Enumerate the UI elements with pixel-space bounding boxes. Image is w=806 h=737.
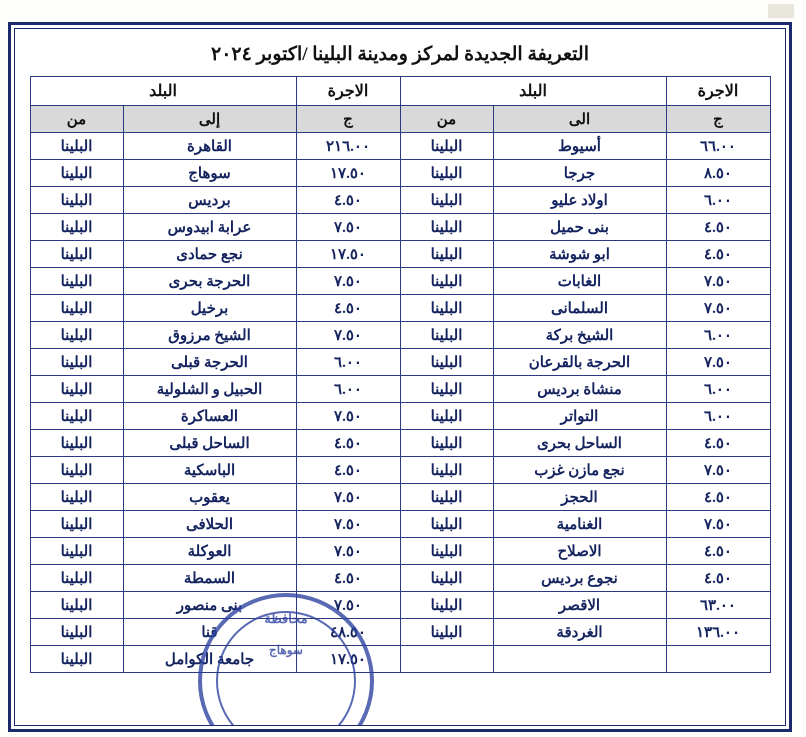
cell-destination-left: الغنامية [493,511,666,538]
cell-fare-left: ٦.٠٠ [666,187,770,214]
cell-destination-right: الشيخ مرزوق [123,322,296,349]
cell-destination-right: قنا [123,619,296,646]
cell-destination-right: العساكرة [123,403,296,430]
cell-destination-right: جامعة الكوامل [123,646,296,673]
cell-fare-left: ٦.٠٠ [666,322,770,349]
cell-origin-left: البلينا [400,349,493,376]
cell-fare-right: ٤.٥٠ [296,187,400,214]
table-row [30,430,770,457]
cell-destination-left: بنى حميل [493,214,666,241]
cell-origin-right: البلينا [30,187,123,214]
cell-destination-right: العوكلة [123,538,296,565]
page-title: التعريفة الجديدة لمركز ومدينة البلينا /اكتوبر ٢٠٢٤ [211,44,589,65]
table-row [30,268,770,295]
header-place-left: البلد [400,77,666,106]
cell-fare-left: ٤.٥٠ [666,214,770,241]
table-row [30,538,770,565]
subheader-currency-right: ج [296,106,400,133]
table-row [30,592,770,619]
cell-destination-right: الحرجة قبلى [123,349,296,376]
cell-origin-left: البلينا [400,268,493,295]
cell-fare-left [666,646,770,673]
cell-destination-right: الحلافى [123,511,296,538]
table-row [30,160,770,187]
fare-table [30,76,771,673]
cell-fare-left: ٧.٥٠ [666,511,770,538]
cell-destination-right: القاهرة [123,133,296,160]
table-row [30,511,770,538]
cell-destination-left: الاقصر [493,592,666,619]
cell-destination-left: نجع مازن غزب [493,457,666,484]
cell-fare-left: ٧.٥٠ [666,295,770,322]
cell-destination-left: الحرجة بالقرعان [493,349,666,376]
table-row [30,619,770,646]
table-row [30,349,770,376]
cell-origin-left: البلينا [400,484,493,511]
header-fare-left: الاجرة [666,77,770,106]
table-row [30,646,770,673]
cell-origin-right: البلينا [30,214,123,241]
cell-origin-right: البلينا [30,133,123,160]
header-fare-right: الاجرة [296,77,400,106]
cell-origin-left: البلينا [400,187,493,214]
cell-destination-right: عرابة ابيدوس [123,214,296,241]
cell-fare-right: ٤.٥٠ [296,565,400,592]
cell-origin-left: البلينا [400,565,493,592]
cell-destination-left [493,646,666,673]
cell-fare-right: ٧.٥٠ [296,592,400,619]
cell-origin-right: البلينا [30,457,123,484]
cell-fare-right: ١٧.٥٠ [296,160,400,187]
table-row [30,403,770,430]
cell-destination-right: الحبيل و الشلولية [123,376,296,403]
cell-origin-right: البلينا [30,322,123,349]
cell-destination-left: الحجز [493,484,666,511]
table-row [30,457,770,484]
cell-fare-left: ٧.٥٠ [666,457,770,484]
cell-origin-left: البلينا [400,592,493,619]
cell-fare-left: ٤.٥٠ [666,241,770,268]
cell-destination-left: السلمانى [493,295,666,322]
cell-fare-left: ٧.٥٠ [666,268,770,295]
cell-destination-left: جرجا [493,160,666,187]
cell-origin-right: البلينا [30,268,123,295]
table-row [30,187,770,214]
cell-fare-left: ٤.٥٠ [666,538,770,565]
cell-origin-right: البلينا [30,403,123,430]
cell-destination-right: الساحل قبلى [123,430,296,457]
cell-origin-right: البلينا [30,160,123,187]
cell-destination-right: نجع حمادى [123,241,296,268]
cell-origin-left: البلينا [400,430,493,457]
cell-origin-right: البلينا [30,376,123,403]
cell-fare-left: ١٣٦.٠٠ [666,619,770,646]
cell-fare-left: ٤.٥٠ [666,430,770,457]
cell-fare-right: ١٧.٥٠ [296,646,400,673]
cell-destination-left: أسيوط [493,133,666,160]
header-place-right: البلد [30,77,296,106]
cell-fare-right: ٤.٥٠ [296,430,400,457]
cell-origin-left: البلينا [400,322,493,349]
cell-fare-left: ٦٣.٠٠ [666,592,770,619]
cell-origin-left: البلينا [400,376,493,403]
cell-origin-left: البلينا [400,619,493,646]
cell-origin-left: البلينا [400,403,493,430]
cell-destination-left: اولاد عليو [493,187,666,214]
cell-origin-left: البلينا [400,133,493,160]
cell-destination-left: الاصلاح [493,538,666,565]
cell-fare-right: ٧.٥٠ [296,538,400,565]
cell-fare-left: ٦.٠٠ [666,376,770,403]
cell-fare-right: ٤.٥٠ [296,295,400,322]
stamp-text-line1: محافظة [264,611,308,626]
cell-origin-left: البلينا [400,511,493,538]
cell-origin-right: البلينا [30,241,123,268]
cell-fare-right: ٢١٦.٠٠ [296,133,400,160]
cell-destination-right: برديس [123,187,296,214]
cell-destination-right: السمطة [123,565,296,592]
table-row [30,241,770,268]
subheader-currency-left: ج [666,106,770,133]
cell-fare-left: ٧.٥٠ [666,349,770,376]
cell-origin-right: البلينا [30,538,123,565]
cell-fare-left: ٨.٥٠ [666,160,770,187]
cell-fare-right: ٦.٠٠ [296,349,400,376]
cell-destination-left: الغردقة [493,619,666,646]
cell-origin-left: البلينا [400,214,493,241]
subheader-from-left: من [400,106,493,133]
cell-fare-right: ٧.٥٠ [296,511,400,538]
cell-fare-right: ٧.٥٠ [296,214,400,241]
cell-origin-left: البلينا [400,241,493,268]
cell-origin-right: البلينا [30,295,123,322]
table-row [30,376,770,403]
cell-fare-right: ١٧.٥٠ [296,241,400,268]
cell-destination-left: الغابات [493,268,666,295]
cell-destination-left: ابو شوشة [493,241,666,268]
table-row [30,133,770,160]
table-group-header-row [30,77,770,106]
cell-fare-right: ٧.٥٠ [296,322,400,349]
document-inner-border [14,28,786,726]
table-row [30,295,770,322]
cell-origin-left: البلينا [400,538,493,565]
cell-fare-right: ٤٨.٥٠ [296,619,400,646]
cell-destination-right: بنى منصور [123,592,296,619]
cell-fare-left: ٤.٥٠ [666,484,770,511]
cell-fare-left: ٤.٥٠ [666,565,770,592]
cell-origin-right: البلينا [30,511,123,538]
table-sub-header-row [30,106,770,133]
cell-destination-left: منشاة برديس [493,376,666,403]
cell-origin-left: البلينا [400,160,493,187]
cell-fare-right: ٧.٥٠ [296,484,400,511]
scan-corner-artifact [768,4,794,18]
cell-fare-left: ٦٦.٠٠ [666,133,770,160]
cell-destination-left: الشيخ بركة [493,322,666,349]
table-row [30,565,770,592]
cell-origin-left: البلينا [400,295,493,322]
subheader-to-right: إلى [123,106,296,133]
cell-origin-right: البلينا [30,430,123,457]
cell-origin-right: البلينا [30,484,123,511]
table-row [30,484,770,511]
cell-origin-right: البلينا [30,349,123,376]
cell-destination-right: الحرجة بحرى [123,268,296,295]
cell-fare-left: ٦.٠٠ [666,403,770,430]
stamp-text-line2: سوهاج [269,643,303,657]
cell-origin-right: البلينا [30,646,123,673]
cell-origin-left: البلينا [400,457,493,484]
cell-destination-right: الباسكية [123,457,296,484]
table-row [30,322,770,349]
table-row [30,214,770,241]
fare-table-body [30,133,770,673]
cell-fare-right: ٧.٥٠ [296,403,400,430]
cell-origin-right: البلينا [30,619,123,646]
cell-destination-right: برخيل [123,295,296,322]
subheader-from-right: من [30,106,123,133]
cell-destination-left: الساحل بحرى [493,430,666,457]
cell-fare-right: ٤.٥٠ [296,457,400,484]
subheader-to-left: الى [493,106,666,133]
cell-origin-left [400,646,493,673]
cell-destination-left: نجوع برديس [493,565,666,592]
cell-fare-right: ٧.٥٠ [296,268,400,295]
cell-origin-right: البلينا [30,565,123,592]
cell-destination-right: يعقوب [123,484,296,511]
cell-fare-right: ٦.٠٠ [296,376,400,403]
cell-destination-left: التواتر [493,403,666,430]
cell-origin-right: البلينا [30,592,123,619]
cell-destination-right: سوهاج [123,160,296,187]
